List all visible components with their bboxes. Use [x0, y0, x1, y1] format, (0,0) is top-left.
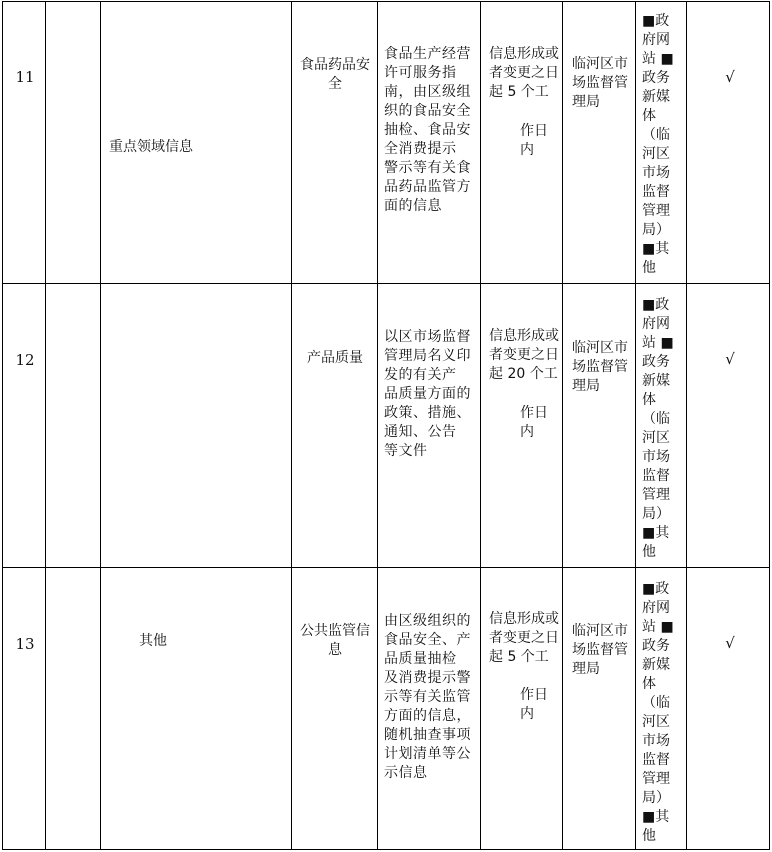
col-border-5 — [480, 1, 481, 850]
row-number: 12 — [15, 351, 35, 369]
row-number: 13 — [15, 635, 35, 653]
col-border-0 — [2, 1, 3, 850]
col-border-6 — [562, 1, 563, 850]
checkmark: √ — [725, 68, 735, 86]
row-border-11-12 — [2, 283, 770, 284]
col-border-8 — [686, 1, 687, 850]
row-border-bottom — [2, 849, 770, 850]
col-border-1 — [45, 1, 46, 850]
col-border-2 — [100, 1, 101, 850]
item-name: 产品质量 — [307, 350, 363, 366]
col-border-7 — [635, 1, 636, 850]
publish-channel: ■政府网站 ■政务新媒 体（临河区市场监督管理局）■其他 — [642, 581, 674, 844]
col-border-4 — [377, 1, 378, 850]
checkmark: √ — [725, 350, 735, 368]
time-limit-tail: 作日内 — [520, 687, 548, 722]
agency: 临河区市场监督管理局 — [572, 56, 628, 110]
time-limit: 信息形成或者变更之日起 5 个工 — [489, 611, 559, 665]
row-border-12-13-left — [2, 567, 100, 568]
category-label: 重点领域信息 — [109, 139, 193, 155]
item-name: 公共监管信息 — [300, 623, 370, 658]
agency: 临河区市场监督管理局 — [572, 623, 628, 677]
time-limit: 信息形成或者变更之日起 5 个工 — [489, 46, 559, 100]
time-limit: 信息形成或者变更之日起 20 个工 — [489, 328, 559, 382]
row-number: 11 — [15, 68, 35, 86]
col-border-9 — [769, 1, 770, 850]
item-content: 食品生产经营许可服务指南，由区级组 织的食品安全抽检、食品安全消费提示 警示等有关食品药品监管方面的信息 — [384, 46, 471, 214]
agency: 临河区市场监督管理局 — [572, 340, 628, 394]
publish-channel: ■政府网站 ■政务新媒 体（临河区市场监督管理局）■其他 — [642, 297, 674, 560]
time-limit-tail: 作日内 — [520, 405, 548, 440]
category-label: 其他 — [139, 633, 167, 649]
col-border-3 — [291, 1, 292, 850]
checkmark: √ — [725, 634, 735, 652]
item-content: 以区市场监督管理局名义印发的有关产 品质量方面的政策、措施、通知、公告 等文件 — [384, 329, 471, 459]
publish-channel: ■政府网站 ■政务新媒 体（临河区市场监督管理局）■其他 — [642, 13, 674, 276]
row-border-12-13-right — [100, 567, 770, 568]
item-content: 由区级组织的食品安全、产品质量抽检 及消费提示警示等有关监管方面的信息，随机抽查事项计划清单等公示信息 — [384, 613, 471, 781]
time-limit-tail: 作日内 — [520, 123, 548, 158]
row-border-top — [2, 1, 770, 2]
item-name: 食品药品安全 — [300, 57, 370, 92]
